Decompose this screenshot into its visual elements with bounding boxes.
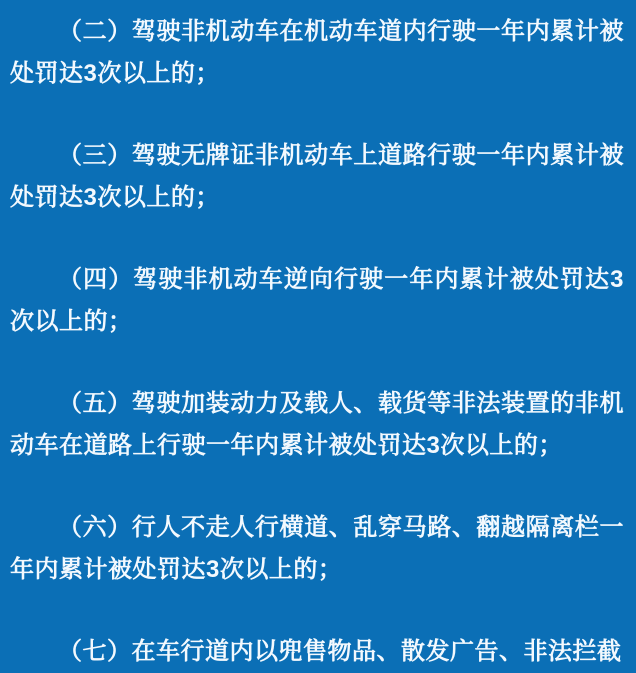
clause-paragraph-7: （七）在车行道内以兜售物品、散发广告、非法拦截 (58, 638, 622, 665)
clause-paragraph-5: （五）驾驶加装动力及载人、载货等非法装置的非机动车在道路上行驶一年内累计被处罚达3次以上的； (10, 390, 624, 459)
clause-paragraph-3: （三）驾驶无牌证非机动车上道路行驶一年内累计被处罚达3次以上的； (10, 142, 624, 211)
clause-paragraph-2: （二）驾驶非机动车在机动车道内行驶一年内累计被处罚达3次以上的； (10, 18, 624, 87)
clause-paragraph-4: （四）驾驶非机动车逆向行驶一年内累计被处罚达3次以上的； (10, 266, 624, 335)
clause-paragraph-6: （六）行人不走人行横道、乱穿马路、翻越隔离栏一年内累计被处罚达3次以上的； (10, 514, 624, 583)
